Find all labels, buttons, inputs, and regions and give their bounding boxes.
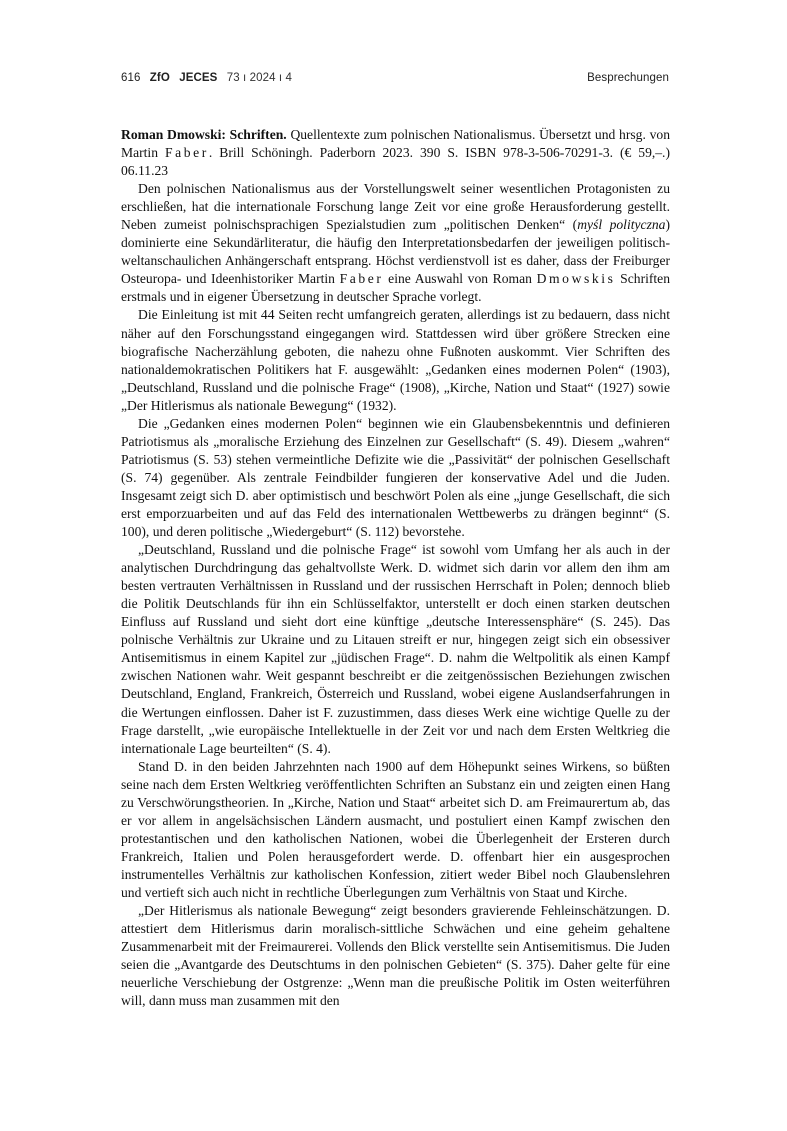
paragraph-6: „Der Hitlerismus als nationale Bewegung“ zeigt besonders gravierende Fehleinschätzungen. D. attestiert dem Hitlerismus darin moralisch-sittliche Schwächen und eine geheim gehaltene Zusammenarbeit mit der Freimaurerei. Vollends den Blick verstellte sein Antisemitismus. Die Juden seien die „Avantgarde des Deutschtums in den polnischen Gebieten“ (S. 375). Daher gelte für eine neuerliche Verschiebung der Ostgrenze: „Wenn man die preußische Politik im Osten weiterführen will, dann muss man zusammen mit den (121, 903, 670, 1009)
paragraph-5: Stand D. in den beiden Jahrzehnten nach 1900 auf dem Höhepunkt seines Wirkens, so büßten seine nach dem Ersten Weltkrieg veröffentlichten Schriften an Substanz ein und zeigten einen Hang zu Verschwörungstheorien. In „Kirche, Nation und Staat“ arbeitet sich D. am Freimaurertum ab, das er vor allem in angelsächsischen Ländern ausmacht, und postuliert einen Kampf zwischen den protestantischen und den katholischen Nationen, wobei die Überlegenheit der Ersteren durch Frankreich, Italien und Polen herausgefordert werde. D. offenbart hier ein ausgesprochen instrumentelles Verhältnis zur katholischen Konfession, zitiert weder Bibel noch Glaubenslehren und vertieft sich auch nicht in rechtliche Überlegungen zum Verhältnis von Staat und Kirche. (121, 758, 670, 900)
paragraph-1 (121, 180, 670, 306)
paragraph-1-part-d: Schriften erstmals und in eigener Übersetzung in deutscher Sprache vorlegt. (121, 271, 671, 305)
paragraph-4: „Deutschland, Russland und die polnische Frage“ ist sowohl vom Umfang her als auch in der analytischen Durchdringung das gehaltvollste Werk. D. widmet sich darin vor allem den ihm am besten vertrauten Verhältnissen in Russland und der russischen Herrschaft in Polen; dennoch blieb die Politik Deutschlands für ihn ein Schlüsselfaktor, unterstellt er doch einen starken deutschen Einfluss auf Russland und sieht dort eine künftige „deutsche Interessensphäre“ (S. 245). Das polnische Verhältnis zur Ukraine und zu Litauen streift er nur, hingegen zeigt sich ein obsessiver Antisemitismus in einem Kapitel zur „jüdischen Frage“. D. nahm die Weltpolitik als einen Kampf zwischen Nationen wahr. Weit gespannt beschreibt er die zeitgenössischen Beziehungen zwischen Deutschland, England, Frankreich, Österreich und Russland, wobei eigene Auslandserfahrungen in die Wertungen einflossen. Daher ist F. zuzustimmen, dass dieses Werk eine wichtige Quelle zu der Frage darstellt, „wie europäische Intellektuelle in der Zeit vor und nach dem Ersten Weltkrieg die internationale Lage beurteilten“ (S. 4). (121, 542, 670, 756)
volume-issue: 73 ı 2024 ı 4 (226, 72, 292, 84)
publisher-info: . Brill Schöningh. Paderborn 2023. 390 S. ISBN 978-3-506-70291-3. (€ 59,–.) 06.11.23 (121, 145, 670, 179)
review-title: Roman Dmowski: Schriften. (121, 127, 287, 142)
author-name-dmowski: Dmowskis (536, 271, 616, 287)
paragraph-2: Die Einleitung ist mit 44 Seiten recht umfangreich geraten, allerdings ist zu bedauern, dass nicht näher auf den Forschungsstand eingegangen wird. Stattdessen wird über größere Strecken eine biografische Nacherzählung geboten, die nahezu ohne Fußnoten auskommt. Vier Schriften des nationaldemokratischen Politikers hat F. ausgewählt: „Gedanken eines modernen Polen“ (1903), „Deutschland, Russland und die polnische Frage“ (1908), „Kirche, Nation und Staat“ (1927) sowie „Der Hitlerismus als nationale Bewegung“ (1932). (121, 307, 670, 413)
paragraph-1-part-c: eine Auswahl von Roman (383, 271, 537, 287)
editor-name: Faber (164, 145, 209, 161)
paragraph-3: Die „Gedanken eines modernen Polen“ beginnen wie ein Glaubensbekenntnis und definieren Patriotismus als „moralische Erziehung des Einzelnen zur Gesellschaft“ (S. 49). Diesem „wahren“ Patriotismus (S. 53) stehen vermeintliche Defizite wie die „Passivität“ der polnischen Gesellschaft (S. 74) gegenüber. Als zentrale Feindbilder fungieren der konservative Adel und die Juden. Insgesamt zeigt sich D. aber optimistisch und beschwört Polen als eine „junge Gesellschaft, die sich erst emporzuarbeiten und auf das Feld des internationalen Wettbewerbs zu drängen beginnt“ (S. 100), und deren politische „Wiedergeburt“ (S. 112) bevorstehe. (121, 415, 670, 540)
paragraph-1-part-a: Den polnischen Nationalismus aus der Vorstellungswelt seiner wesentlichen Protagonisten zu erschließen, hat die internationale Forschung lange Zeit vor eine große Herausforderung gestellt. Neben zumeist polnischsprachigen Spezialstudien zum „politischen Denken“ ( (121, 181, 670, 233)
section-label: Besprechungen (587, 72, 669, 84)
review-header (121, 126, 670, 180)
paragraph-1-part-b: ) dominierte eine Sekundärliteratur, die häufig den Interpretationsbedarfen der jeweiligen politisch-weltanschaulichen Anhängerschaft entsprang. Höchst verdienstvoll ist es daher, dass der Freiburger Osteuropa- und Ideenhistoriker Martin (121, 217, 670, 287)
running-head (121, 72, 669, 90)
author-name-faber: Faber (339, 271, 384, 287)
review-subtitle: Quellentexte zum polnischen Nationalismus. Übersetzt und hrsg. von Martin (121, 127, 670, 161)
review-body (121, 126, 670, 1010)
page-number: 616 (121, 72, 141, 84)
journal-sub: JECES (179, 72, 218, 84)
italic-term: myśl polityczna (577, 217, 666, 233)
journal-abbrev: ZfO (149, 72, 170, 84)
running-head-left (121, 72, 298, 84)
